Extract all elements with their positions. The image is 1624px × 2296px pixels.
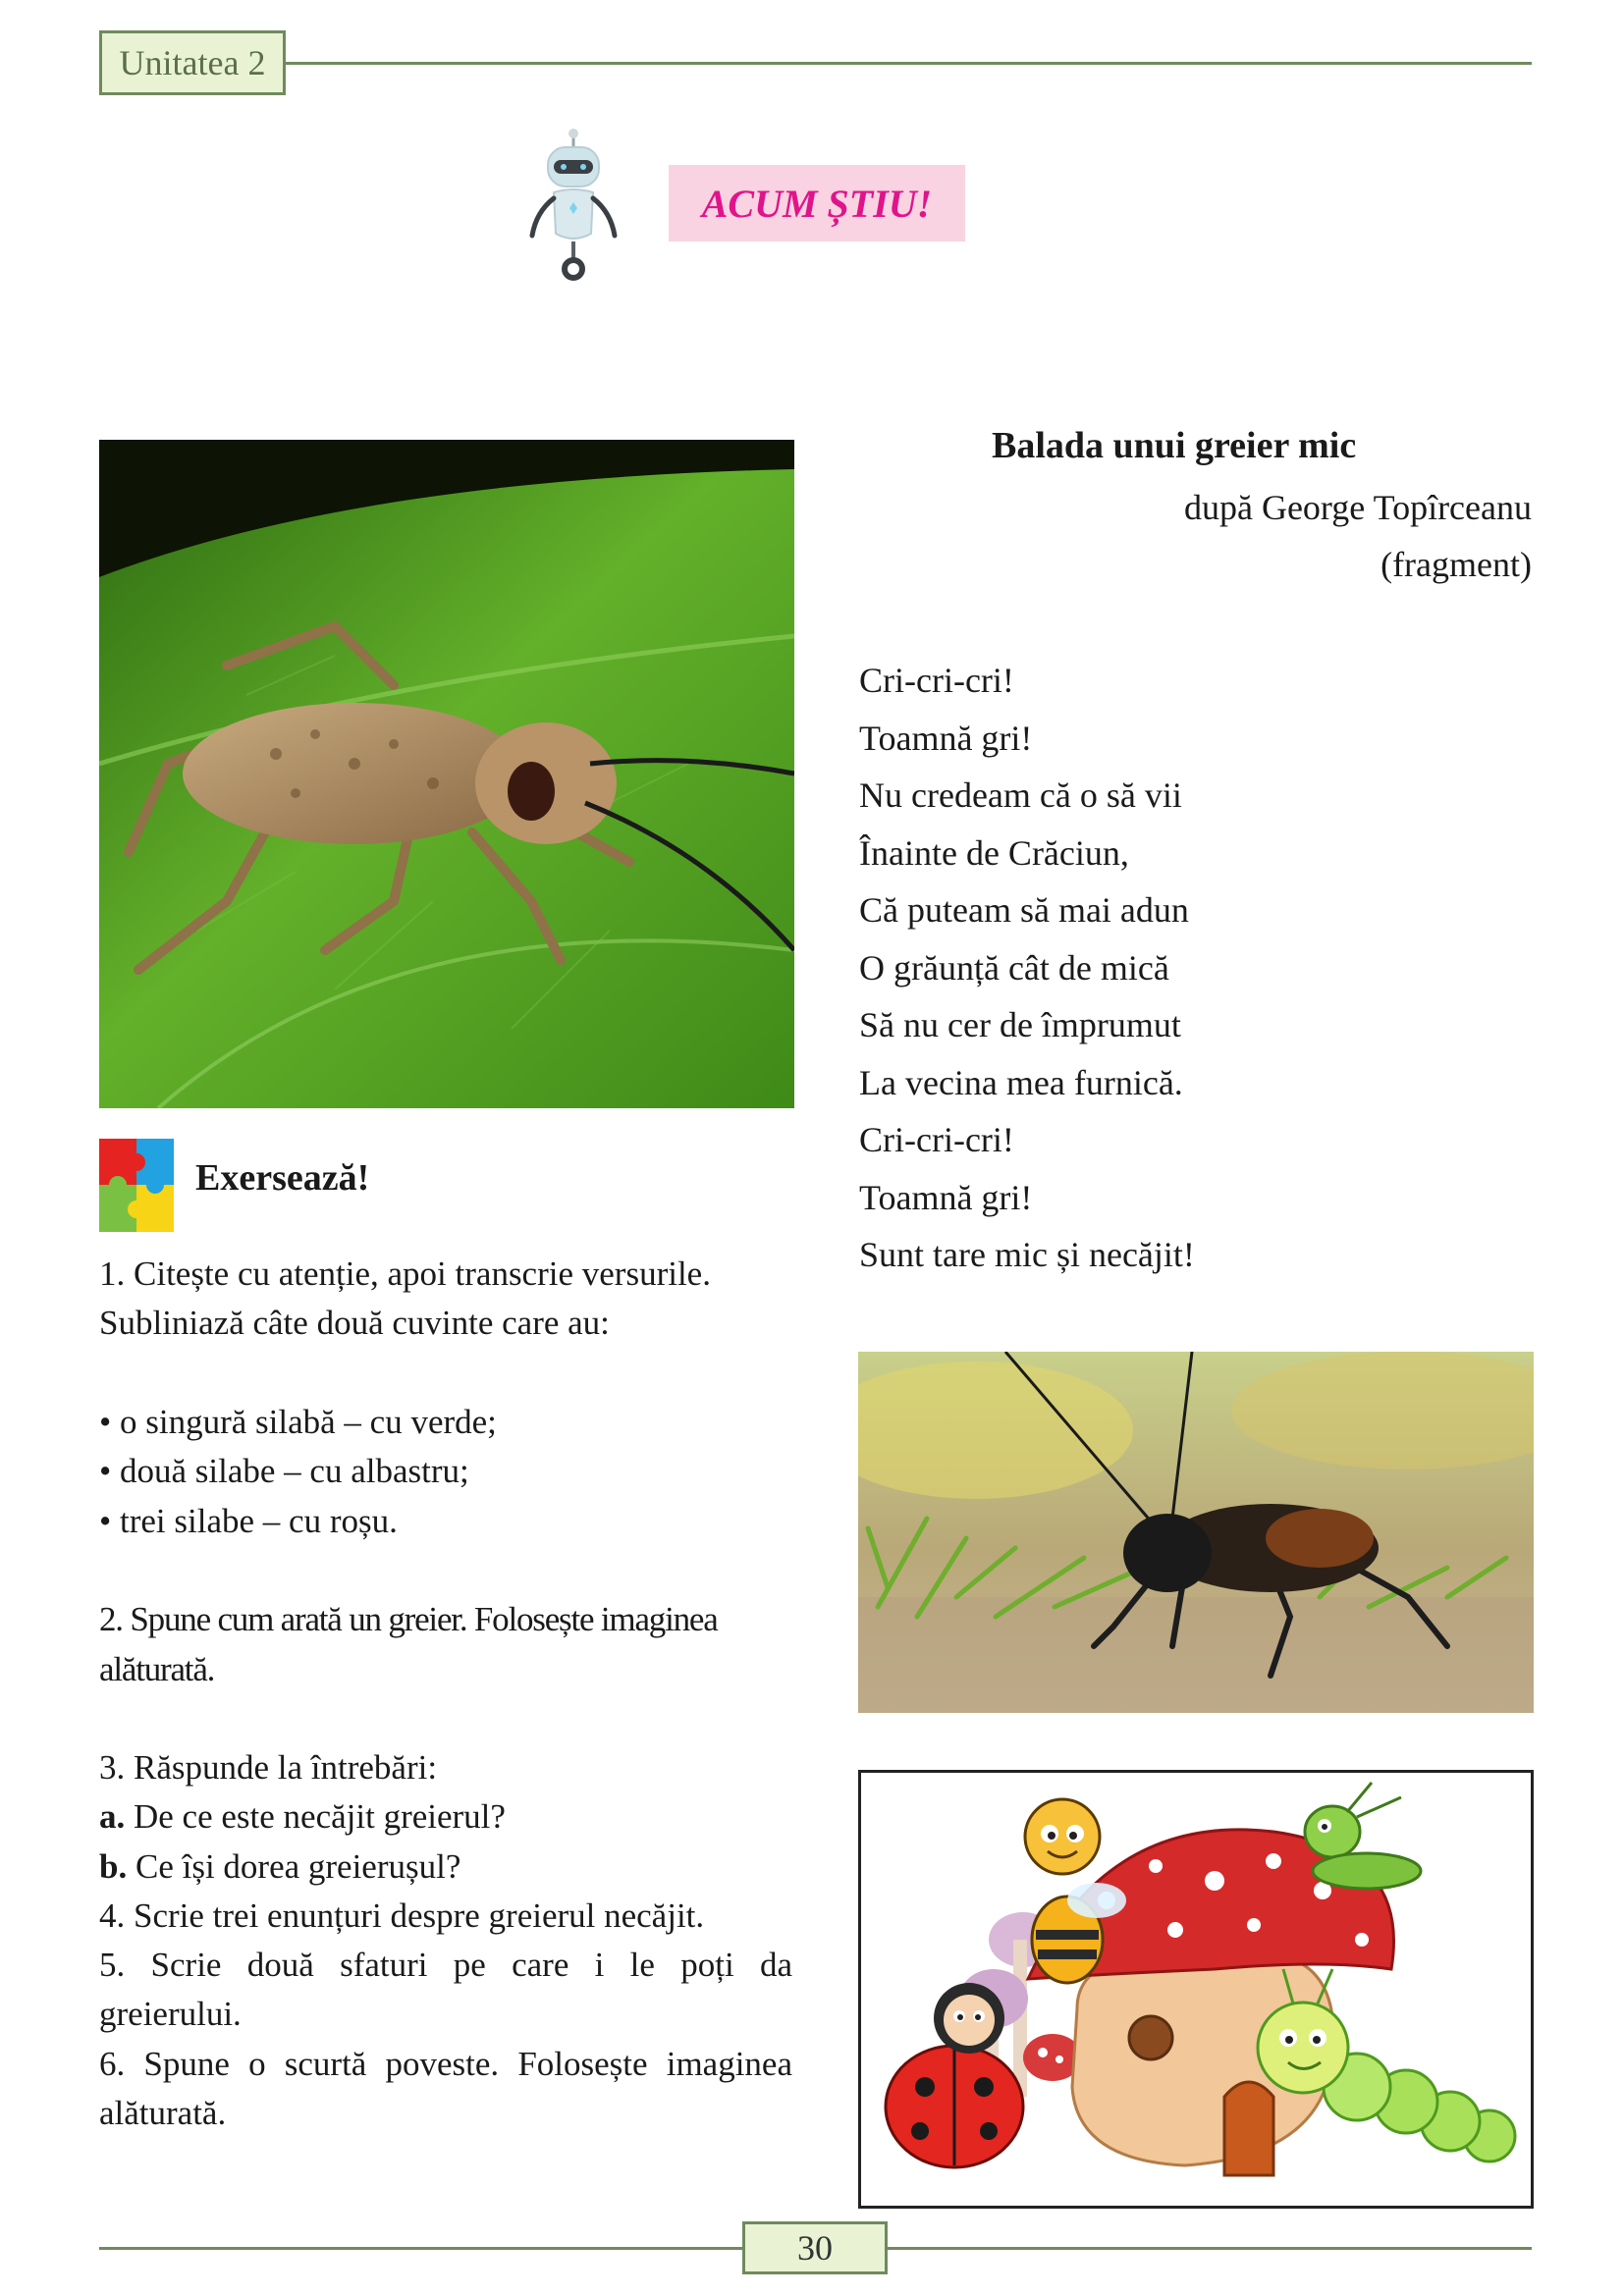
exercise-5-line-1: 5. Scrie două sfaturi pe care i le poți da	[99, 1946, 792, 1984]
exercise-6-line-1: 6. Spune o scurtă poveste. Folosește imaginea	[99, 2045, 792, 2083]
bullet-item: • trei silabe – cu roșu.	[99, 1502, 398, 1540]
poem-verse: Toamnă gri!	[859, 1178, 1033, 1217]
poem-verse: Toamnă gri!	[859, 719, 1033, 758]
exercise-3: 3. Răspunde la întrebări:	[99, 1748, 438, 1787]
poem-verse: Cri-cri-cri!	[859, 1120, 1014, 1159]
exercise-1-line-2: Subliniază câte două cuvinte care au:	[99, 1304, 610, 1342]
bullet-item: • două silabe – cu albastru;	[99, 1452, 469, 1490]
poem-verse: O grăunță cât de mică	[859, 948, 1169, 988]
poem-title: Balada unui greier mic	[992, 425, 1357, 466]
cartoon-insects-illustration	[858, 1770, 1534, 2209]
bullet-item: • o singură silabă – cu verde;	[99, 1403, 497, 1441]
footer-rule-right	[888, 2247, 1532, 2250]
exercise-4: 4. Scrie trei enunțuri despre greierul necăjit.	[99, 1896, 705, 1935]
question-a-text: De ce este necăjit greierul?	[125, 1797, 506, 1836]
exercise-2-line-2: alăturată.	[99, 1650, 215, 1688]
question-a-label: a.	[99, 1797, 126, 1836]
exercise-title: Exersează!	[195, 1157, 370, 1199]
unit-label: Unitatea 2	[99, 30, 286, 95]
section-badge: ACUM ȘTIU!	[669, 165, 965, 241]
poem-verse: Înainte de Crăciun,	[859, 833, 1129, 873]
exercise-1-line-1: 1. Citește cu atenție, apoi transcrie versurile.	[99, 1255, 711, 1293]
cricket-leaf-photo	[99, 440, 794, 1108]
question-a	[99, 1797, 792, 1837]
poem-verse: Nu credeam că o să vii	[859, 775, 1182, 815]
question-b-text: Ce își dorea greierușul?	[127, 1847, 461, 1886]
poem-author: după George Topîrceanu	[1183, 488, 1532, 527]
puzzle-icon	[99, 1139, 174, 1232]
robot-icon	[518, 128, 628, 285]
cricket-ground-photo	[858, 1352, 1534, 1713]
poem-verse: Că puteam să mai adun	[859, 890, 1189, 930]
header-rule	[286, 62, 1532, 65]
poem-verse: Să nu cer de împrumut	[859, 1005, 1181, 1044]
exercise-2-line-1: 2. Spune cum arată un greier. Folosește imaginea	[99, 1600, 718, 1638]
poem-verse: Cri-cri-cri!	[859, 661, 1014, 700]
question-b-label: b.	[99, 1847, 128, 1886]
poem-note: (fragment)	[1380, 545, 1532, 584]
page-number: 30	[742, 2221, 888, 2274]
poem-verse: Sunt tare mic și necăjit!	[859, 1235, 1195, 1274]
exercise-6-line-2: alăturată.	[99, 2094, 227, 2132]
footer-rule-left	[99, 2247, 742, 2250]
exercise-5-line-2: greierului.	[99, 1995, 242, 2033]
poem-verse: La vecina mea furnică.	[859, 1063, 1183, 1102]
question-b	[99, 1847, 792, 1887]
